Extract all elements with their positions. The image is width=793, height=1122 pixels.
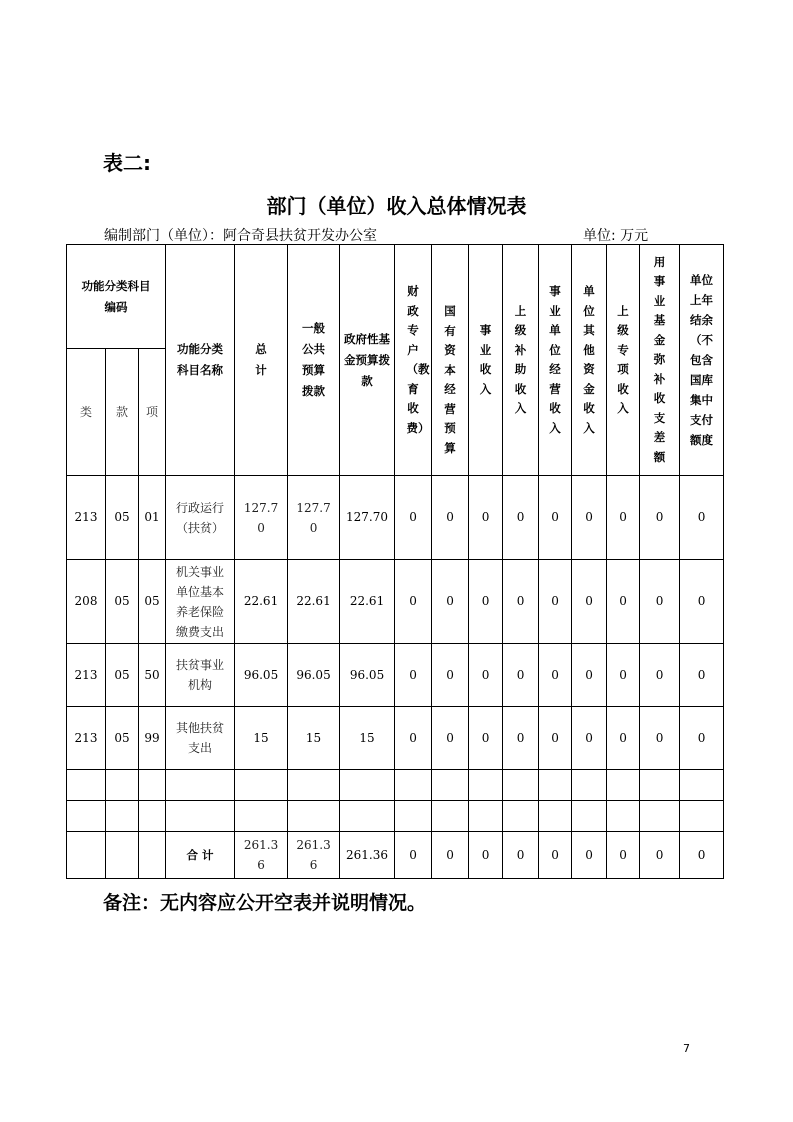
cell-c5: 0	[539, 476, 572, 560]
cell-c8: 0	[640, 644, 680, 707]
cell-total: 96.05	[235, 644, 288, 707]
page-number: 7	[683, 1042, 690, 1055]
cell-name: 行政运行（扶贫）	[166, 476, 235, 560]
cell-gov-fund: 96.05	[340, 644, 395, 707]
cell-c9: 0	[680, 644, 724, 707]
cell-c5: 0	[539, 560, 572, 644]
cell-c6: 0	[572, 476, 607, 560]
cell-lei: 213	[67, 707, 106, 770]
cell-c1: 0	[395, 560, 432, 644]
cell-kuan: 05	[106, 707, 139, 770]
cell-xiang: 99	[139, 707, 166, 770]
page-title: 部门（单位）收入总体情况表	[266, 194, 527, 218]
total-c5: 0	[539, 832, 572, 879]
cell-c5: 0	[539, 707, 572, 770]
header-xiang: 项	[139, 349, 166, 476]
cell-c2: 0	[432, 707, 469, 770]
header-prior-balance: 单位上年结余（不包含国库集中支付额度	[680, 245, 724, 476]
cell-name: 机关事业单位基本养老保险缴费支出	[166, 560, 235, 644]
cell-general: 22.61	[288, 560, 340, 644]
header-code-group: 功能分类科目编码	[67, 245, 166, 349]
cell-c6: 0	[572, 644, 607, 707]
organization-line: 编制部门（单位）：阿合奇县扶贫开发办公室	[104, 228, 377, 244]
cell-c8: 0	[640, 476, 680, 560]
total-c3: 0	[469, 832, 503, 879]
table-label: 表二:	[103, 151, 151, 175]
cell-c3: 0	[469, 476, 503, 560]
cell-lei: 213	[67, 644, 106, 707]
cell-lei: 208	[67, 560, 106, 644]
cell-total: 127.70	[235, 476, 288, 560]
cell-xiang: 50	[139, 644, 166, 707]
cell-c3: 0	[469, 560, 503, 644]
table-row	[67, 476, 724, 560]
cell-c9: 0	[680, 560, 724, 644]
cell-gov-fund: 127.70	[340, 476, 395, 560]
cell-total: 15	[235, 707, 288, 770]
total-total: 261.36	[235, 832, 288, 879]
cell-c4: 0	[503, 476, 539, 560]
total-c4: 0	[503, 832, 539, 879]
cell-c9: 0	[680, 476, 724, 560]
header-total: 总计	[255, 342, 267, 377]
cell-kuan: 05	[106, 644, 139, 707]
cell-c2: 0	[432, 644, 469, 707]
total-general: 261.36	[288, 832, 340, 879]
cell-gov-fund: 15	[340, 707, 395, 770]
cell-total: 22.61	[235, 560, 288, 644]
header-superior-special: 上级专项收入	[617, 303, 629, 415]
cell-c9: 0	[680, 707, 724, 770]
total-c6: 0	[572, 832, 607, 879]
cell-c3: 0	[469, 644, 503, 707]
cell-name: 其他扶贫支出	[166, 707, 235, 770]
header-business-income: 事业收入	[479, 323, 492, 396]
header-unit-operating: 事业单位经营收入	[549, 284, 561, 435]
table-row	[67, 644, 724, 707]
header-kuan: 款	[106, 349, 139, 476]
cell-c7: 0	[607, 644, 640, 707]
cell-general: 15	[288, 707, 340, 770]
total-gov-fund: 261.36	[340, 832, 395, 879]
total-c9: 0	[680, 832, 724, 879]
table-row	[67, 707, 724, 770]
cell-c8: 0	[640, 560, 680, 644]
total-c7: 0	[607, 832, 640, 879]
cell-c4: 0	[503, 560, 539, 644]
cell-c3: 0	[469, 707, 503, 770]
cell-c4: 0	[503, 707, 539, 770]
cell-lei: 213	[67, 476, 106, 560]
cell-general: 96.05	[288, 644, 340, 707]
cell-c6: 0	[572, 560, 607, 644]
total-c8: 0	[640, 832, 680, 879]
cell-xiang: 01	[139, 476, 166, 560]
cell-c8: 0	[640, 707, 680, 770]
header-general-budget: 一般公共预算拨款	[288, 245, 340, 476]
cell-c7: 0	[607, 476, 640, 560]
cell-c6: 0	[572, 707, 607, 770]
cell-kuan: 05	[106, 560, 139, 644]
footnote: 备注：无内容应公开空表并说明情况。	[103, 892, 427, 914]
cell-c4: 0	[503, 644, 539, 707]
cell-c2: 0	[432, 476, 469, 560]
cell-c1: 0	[395, 476, 432, 560]
total-c2: 0	[432, 832, 469, 879]
cell-name: 扶贫事业机构	[166, 644, 235, 707]
cell-general: 127.70	[288, 476, 340, 560]
cell-gov-fund: 22.61	[340, 560, 395, 644]
cell-c1: 0	[395, 707, 432, 770]
table-row	[67, 560, 724, 644]
empty-row	[67, 801, 724, 832]
header-fiscal-edu: 财政专户（教育收费）	[406, 284, 430, 435]
unit-label: 单位: 万元	[583, 228, 649, 244]
total-row	[67, 832, 724, 879]
total-c1: 0	[395, 832, 432, 879]
header-fund-makeup: 用事业基金弥补收支差额	[653, 254, 666, 464]
header-state-capital: 国有资本经营预算	[444, 304, 456, 455]
empty-row	[67, 770, 724, 801]
cell-c7: 0	[607, 560, 640, 644]
header-other-funds: 单位其他资金收入	[583, 284, 595, 435]
cell-c5: 0	[539, 644, 572, 707]
total-label: 合 计	[166, 832, 235, 879]
cell-c7: 0	[607, 707, 640, 770]
income-summary-table	[66, 244, 724, 879]
header-gov-fund: 政府性基金预算拨款	[340, 245, 395, 476]
cell-c2: 0	[432, 560, 469, 644]
cell-kuan: 05	[106, 476, 139, 560]
header-lei: 类	[67, 349, 106, 476]
header-superior-subsidy: 上级补助收入	[514, 303, 527, 415]
cell-c1: 0	[395, 644, 432, 707]
header-name: 功能分类科目名称	[166, 245, 235, 476]
cell-xiang: 05	[139, 560, 166, 644]
